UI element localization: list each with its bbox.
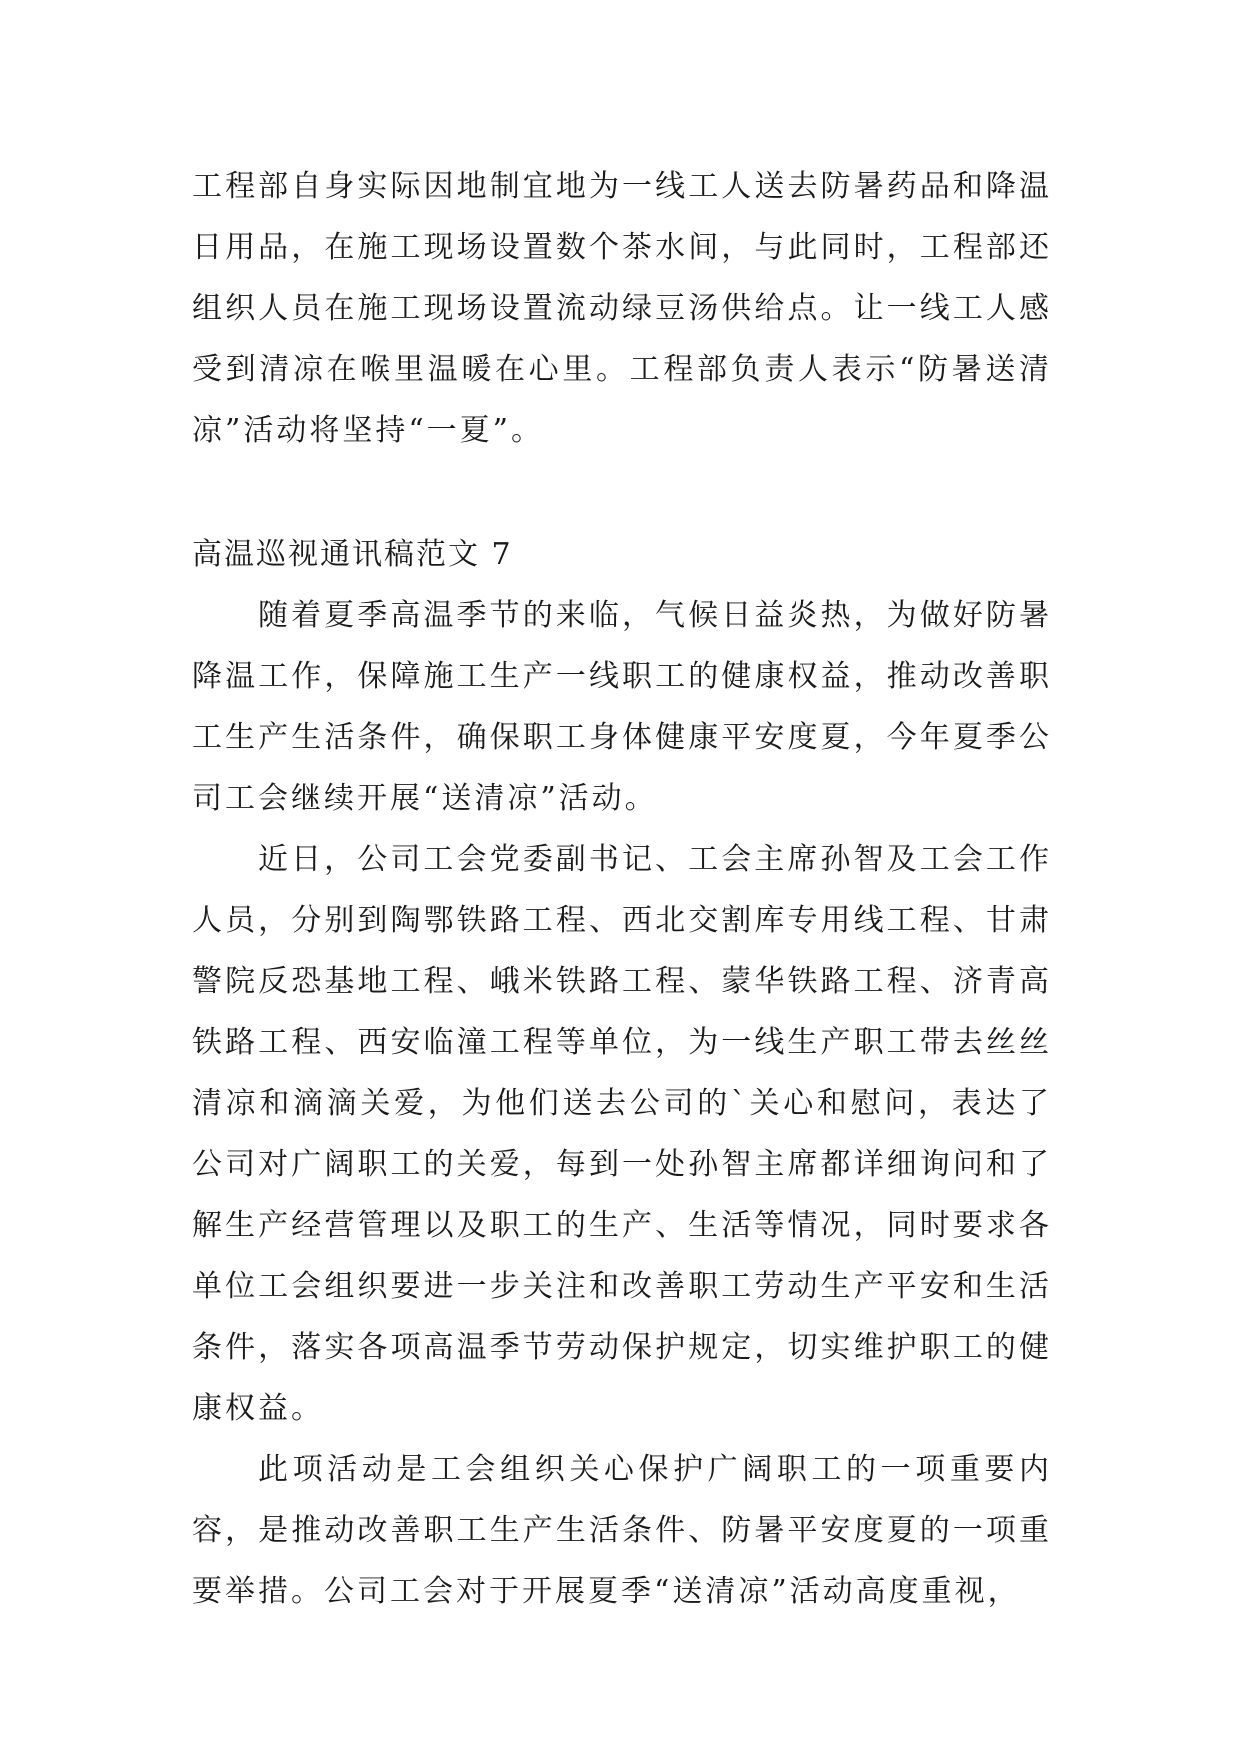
body-paragraph-1: 随着夏季高温季节的来临，气候日益炎热，为做好防暑降温工作，保障施工生产一线职工的健康权益，推动改善职工生产生活条件，确保职工身体健康平安度夏，今年夏季公司工会继续开展“送清凉”活动。 bbox=[192, 598, 1052, 816]
document-body bbox=[192, 156, 1052, 1622]
body-paragraph-2: 近日，公司工会党委副书记、工会主席孙智及工会工作人员，分别到陶鄂铁路工程、西北交割库专用线工程、甘肃警院反恐基地工程、峨米铁路工程、蒙华铁路工程、济青高铁路工程、西安临潼工程等单位，为一线生产职工带去丝丝清凉和滴滴关爱，为他们送去公司的`关心和慰问，表达了公司对广阔职工的关爱，每到一处孙智主席都详细询问和了解生产经营管理以及职工的生产、生活等情况，同时要求各单位工会组织要进一步关注和改善职工劳动生产平安和生活条件，落实各项高温季节劳动保护规定，切实维护职工的健康权益。 bbox=[192, 842, 1052, 1426]
body-paragraph-3: 此项活动是工会组织关心保护广阔职工的一项重要内容，是推动改善职工生产生活条件、防暑平安度夏的一项重要举措。公司工会对于开展夏季“送清凉”活动高度重视， bbox=[192, 1452, 1052, 1609]
continuation-paragraph: 工程部自身实际因地制宜地为一线工人送去防暑药品和降温日用品，在施工现场设置数个茶水间，与此同时，工程部还组织人员在施工现场设置流动绿豆汤供给点。让一线工人感受到清凉在喉里温暖在心里。工程部负责人表示“防暑送清凉”活动将坚持“一夏”。 bbox=[192, 169, 1052, 448]
section-heading: 高温巡视通讯稿范文 7 bbox=[192, 537, 513, 572]
